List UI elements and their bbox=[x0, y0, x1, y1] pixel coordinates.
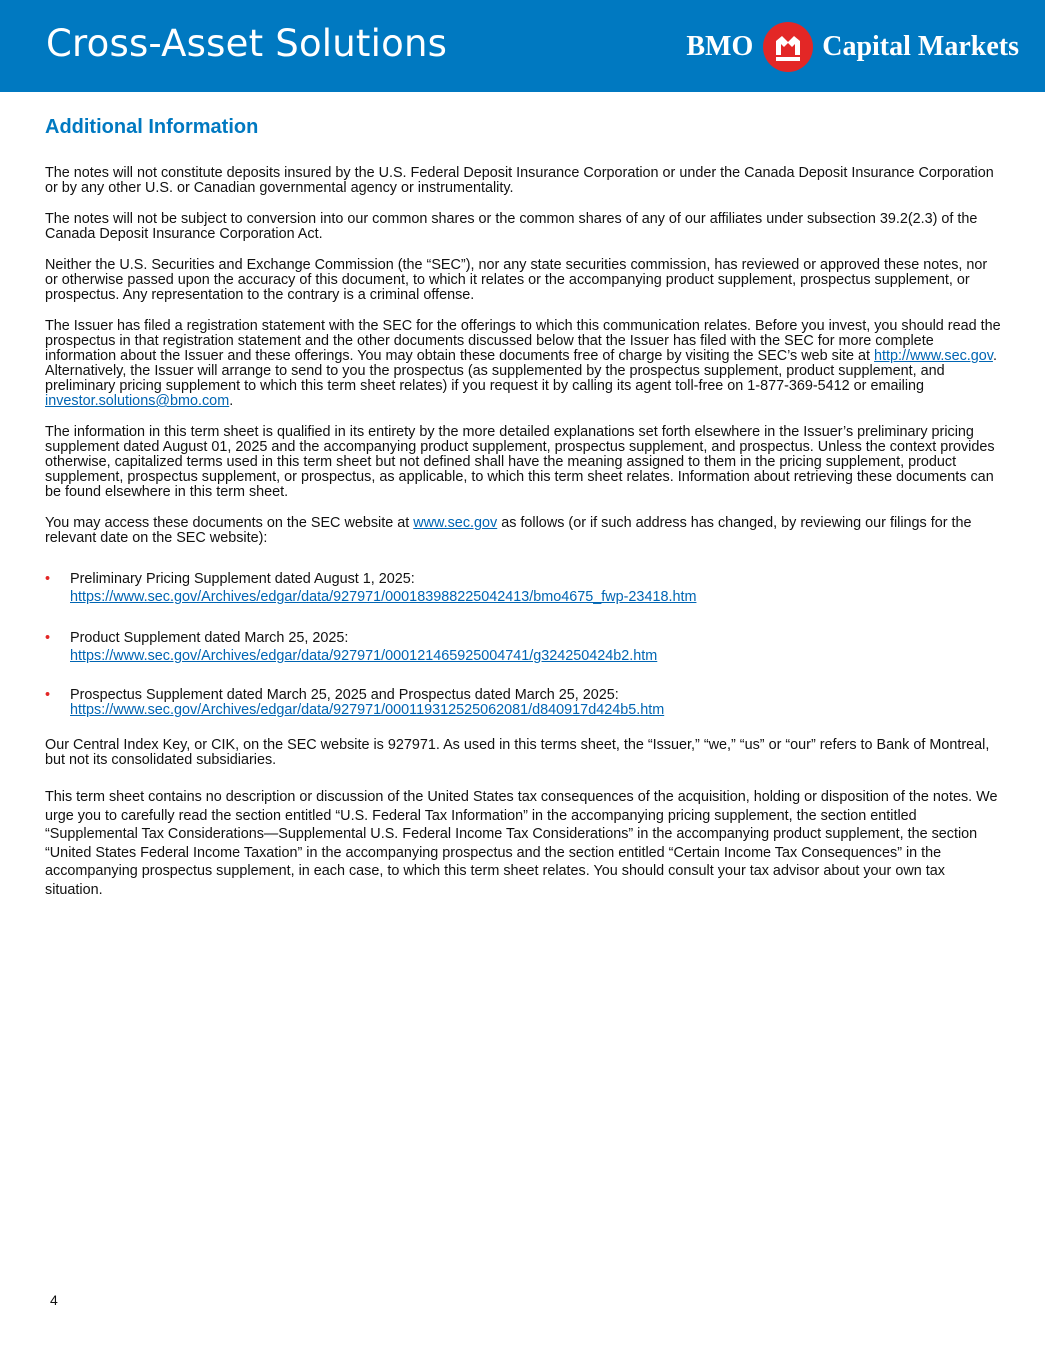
paragraph-registration-text-c: . bbox=[229, 393, 234, 409]
brand-capital-markets-text: Capital Markets bbox=[822, 31, 1019, 62]
bmo-roundel-icon bbox=[763, 22, 813, 72]
sec-gov-link[interactable]: http://www.sec.gov bbox=[874, 348, 993, 364]
paragraph-registration-text-a: The Issuer has filed a registration statement with the SEC for the offerings to which this communication relates. Before you invest, you should read the prospectus in that registration statement and the other documents discussed below that the Issuer has filed with the SEC for more complete information about the Issuer and these offerings. You may obtain these documents free of charge by visiting the SEC’s web site at bbox=[45, 318, 1001, 364]
document-link[interactable]: https://www.sec.gov/Archives/edgar/data/927971/000183988225042413/bmo4675_fwp-23418.htm bbox=[70, 589, 697, 605]
section-title: Additional Information bbox=[45, 116, 259, 138]
list-item bbox=[45, 570, 1001, 606]
paragraph-access bbox=[45, 516, 1001, 546]
document-link[interactable]: https://www.sec.gov/Archives/edgar/data/927971/000119312525062081/d840917d424b5.htm bbox=[70, 702, 665, 718]
document-label: Prospectus Supplement dated March 25, 2025 and Prospectus dated March 25, 2025: bbox=[70, 687, 619, 703]
paragraph-access-text-a: You may access these documents on the SEC website at bbox=[45, 515, 414, 531]
paragraph-fdic: The notes will not constitute deposits insured by the U.S. Federal Deposit Insurance Corporation or under the Canada Deposit Insurance Corporation or by any other U.S. or Canadian governmental agency or instrumentality. bbox=[45, 165, 994, 196]
list-item bbox=[45, 629, 1001, 665]
document-link[interactable]: https://www.sec.gov/Archives/edgar/data/927971/000121465925004741/g324250424b2.htm bbox=[70, 648, 658, 664]
list-item bbox=[45, 688, 1001, 718]
paragraph-cik: Our Central Index Key, or CIK, on the SEC website is 927971. As used in this terms sheet, the “Issuer,” “we,” “us” or “our” refers to Bank of Montreal, but not its consolidated subsidiaries. bbox=[45, 737, 990, 768]
paragraph-conversion: The notes will not be subject to conversion into our common shares or the common shares of any of our affiliates under subsection 39.2(2.3) of the Canada Deposit Insurance Corporation Act. bbox=[45, 211, 978, 242]
banner-title: Cross-Asset Solutions bbox=[46, 22, 448, 65]
paragraph-qualification: The information in this term sheet is qualified in its entirety by the more detailed explanations set forth elsewhere in the Issuer’s preliminary pricing supplement dated August 01, 2025 and the accompanying product supplement, prospectus supplement, and prospectus. Unless the context provides otherwise, capitalized terms used in this term sheet but not defined shall have the meaning assigned to them in the pricing supplement, product supplement, prospectus supplement, or prospectus, as applicable, to which this term sheet relates. Information about retrieving these documents can be found elsewhere in this term sheet. bbox=[45, 424, 995, 500]
bullet-icon: • bbox=[45, 687, 51, 703]
paragraph-registration bbox=[45, 319, 1001, 409]
paragraph-sec-approval: Neither the U.S. Securities and Exchange Commission (the “SEC”), nor any state securities commission, has reviewed or approved these notes, nor or otherwise passed upon the accuracy of this document, to which it relates or the accompanying product supplement, prospectus supplement, or prospectus. Any representation to the contrary is a criminal offense. bbox=[45, 257, 988, 303]
header-banner bbox=[0, 0, 1045, 92]
document-list bbox=[45, 570, 1001, 718]
bullet-icon: • bbox=[45, 630, 51, 646]
paragraph-tax: This term sheet contains no description or discussion of the United States tax consequences of the acquisition, holding or disposition of the notes. We urge you to carefully read the section entitled “U.S. Federal Tax Information” in the accompanying pricing supplement, the section entitled “Supplemental Tax Considerations—Supplemental U.S. Federal Income Tax Considerations” in the accompanying product supplement, the section “United States Federal Income Taxation” in the accompanying prospectus and the section entitled “Certain Income Tax Consequences” in the accompanying prospectus supplement, in each case, to which this term sheet relates. You should consult your tax advisor about your own tax situation. bbox=[45, 789, 998, 898]
brand-bmo-text: BMO bbox=[686, 31, 754, 62]
document-body bbox=[45, 116, 1001, 915]
paragraph-access-text-b: as follows (or if such address has changed, by reviewing our filings for the relevant date on the SEC website): bbox=[45, 515, 972, 546]
sec-website-link[interactable]: www.sec.gov bbox=[413, 515, 498, 531]
document-label: Product Supplement dated March 25, 2025: bbox=[70, 630, 349, 646]
document-label: Preliminary Pricing Supplement dated August 1, 2025: bbox=[70, 571, 415, 587]
investor-email-link[interactable]: investor.solutions@bmo.com bbox=[45, 393, 230, 409]
bullet-icon: • bbox=[45, 571, 51, 587]
page-number: 4 bbox=[50, 1292, 58, 1308]
paragraph-registration-text-b: . Alternatively, the Issuer will arrange to send to you the prospectus (as supplemented by the prospectus supplement, product supplement, and preliminary pricing supplement to which this term sheet relates) if you request it by calling its agent toll-free on 1-877-369-5412 or emailing bbox=[45, 348, 997, 394]
brand-logo-group bbox=[686, 22, 1019, 72]
